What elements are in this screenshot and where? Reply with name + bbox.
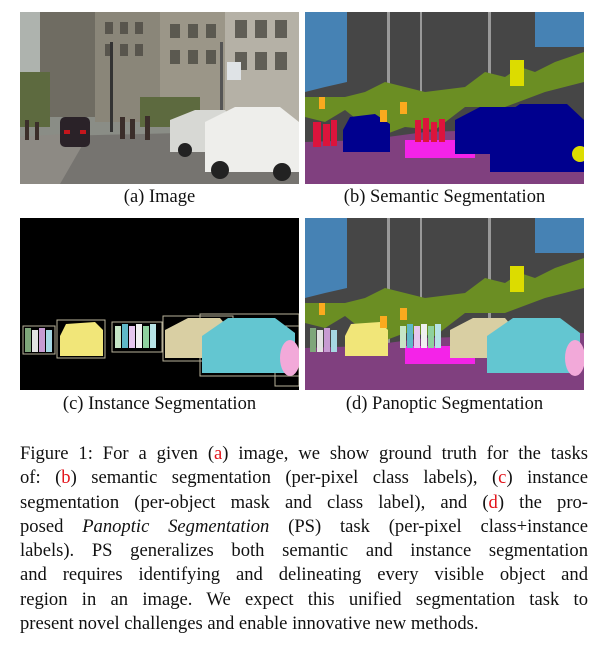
caption-line: present novel challenges and enable innovative new methods. bbox=[20, 613, 479, 635]
caption-line: segmentation (per-object mask and class label), and (d) the pro- bbox=[20, 491, 589, 513]
caption-semantic-segmentation: (b) Semantic Segmentation bbox=[343, 187, 546, 207]
ref-d: d bbox=[488, 491, 498, 513]
caption-line: posed Panoptic Segmentation (PS) task (per-pixel class+instance bbox=[20, 515, 589, 537]
caption-line: region in an image. We expect this unified segmentation task to bbox=[20, 588, 588, 610]
panel-semantic-segmentation bbox=[305, 12, 584, 184]
emphasis-panoptic: Panoptic Segmentation bbox=[82, 515, 270, 537]
caption-panoptic-segmentation: (d) Panoptic Segmentation bbox=[345, 394, 544, 414]
panel-image bbox=[20, 12, 299, 184]
panel-instance-segmentation bbox=[20, 218, 299, 390]
caption-line: Figure 1: For a given (a) image, we show ground truth for the tasks bbox=[20, 443, 588, 464]
caption-image: (a) Image bbox=[123, 187, 196, 207]
ref-b: b bbox=[61, 467, 71, 489]
caption-line: of: (b) semantic segmentation (per-pixel class labels), (c) instance bbox=[20, 467, 588, 489]
semantic-segmentation-map bbox=[305, 12, 584, 184]
figure-caption bbox=[20, 442, 588, 636]
caption-line: labels). PS generalizes both semantic and instance segmentation bbox=[20, 540, 588, 562]
caption-line: and requires identifying and delineating every visible object and bbox=[20, 564, 588, 586]
ref-c: c bbox=[498, 467, 507, 489]
street-photo bbox=[20, 12, 299, 184]
panoptic-segmentation-map bbox=[305, 218, 584, 390]
instance-segmentation-map bbox=[20, 218, 299, 390]
caption-instance-segmentation: (c) Instance Segmentation bbox=[62, 394, 257, 414]
ref-a: a bbox=[214, 443, 223, 464]
panel-panoptic-segmentation bbox=[305, 218, 584, 390]
